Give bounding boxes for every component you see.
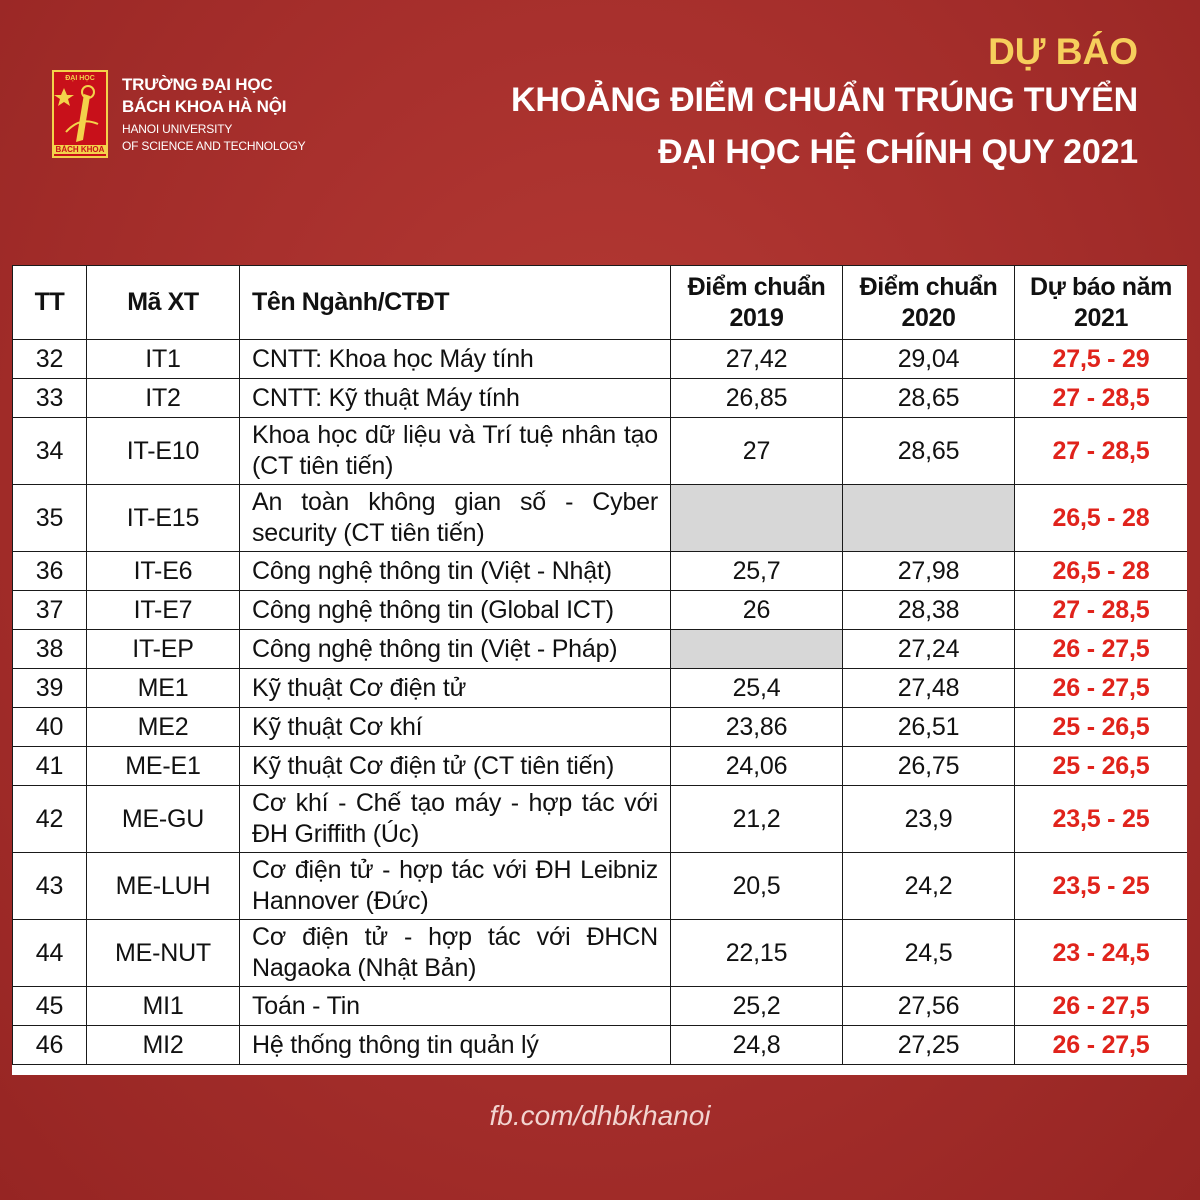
cell-program-name: Kỹ thuật Cơ điện tử — [240, 669, 671, 708]
cell-code: MI1 — [87, 987, 240, 1026]
cell-program-name: Hệ thống thông tin quản lý — [240, 1026, 671, 1065]
cell-score-2020: 28,65 — [843, 379, 1015, 418]
table-row — [13, 920, 1188, 987]
cell-score-2020: 28,38 — [843, 591, 1015, 630]
cell-score-2020: 27,56 — [843, 987, 1015, 1026]
cell-program-name: Cơ điện tử - hợp tác với ĐH Leibniz Hannover (Đức) — [240, 853, 671, 920]
university-name-en-line1: HANOI UNIVERSITY — [122, 122, 233, 136]
cell-score-2019: 23,86 — [671, 708, 843, 747]
table-row — [13, 591, 1188, 630]
cell-program-name: Kỹ thuật Cơ điện tử (CT tiên tiến) — [240, 747, 671, 786]
cell-score-2019: 25,7 — [671, 552, 843, 591]
title-line-1: KHOẢNG ĐIỂM CHUẨN TRÚNG TUYỂN — [511, 81, 1138, 119]
cell-score-2020: 23,9 — [843, 786, 1015, 853]
cell-tt: 32 — [13, 340, 87, 379]
cell-score-2019: 22,15 — [671, 920, 843, 987]
university-emblem-icon — [52, 70, 108, 158]
cell-tt: 39 — [13, 669, 87, 708]
cell-tt: 35 — [13, 485, 87, 552]
cell-forecast-2021: 26 - 27,5 — [1015, 630, 1188, 669]
cell-score-2020: 27,25 — [843, 1026, 1015, 1065]
cell-forecast-2021: 23 - 24,5 — [1015, 920, 1188, 987]
cell-tt: 36 — [13, 552, 87, 591]
cell-score-2020: 26,51 — [843, 708, 1015, 747]
cell-score-2019: 26,85 — [671, 379, 843, 418]
cell-code: IT-E15 — [87, 485, 240, 552]
cell-forecast-2021: 25 - 26,5 — [1015, 708, 1188, 747]
cell-tt: 42 — [13, 786, 87, 853]
cell-code: ME-NUT — [87, 920, 240, 987]
cell-code: IT1 — [87, 340, 240, 379]
cell-score-2020: 27,48 — [843, 669, 1015, 708]
cell-tt: 44 — [13, 920, 87, 987]
table-row — [13, 552, 1188, 591]
cell-forecast-2021: 23,5 - 25 — [1015, 853, 1188, 920]
cell-code: IT2 — [87, 379, 240, 418]
cell-program-name: Kỹ thuật Cơ khí — [240, 708, 671, 747]
table-row — [13, 747, 1188, 786]
header-forecast-2021: Dự báo năm 2021 — [1015, 266, 1188, 340]
cell-score-2019: 20,5 — [671, 853, 843, 920]
cell-forecast-2021: 23,5 - 25 — [1015, 786, 1188, 853]
cell-code: IT-E10 — [87, 418, 240, 485]
cell-score-2019: 27 — [671, 418, 843, 485]
cell-code: ME-GU — [87, 786, 240, 853]
cell-program-name: Công nghệ thông tin (Việt - Nhật) — [240, 552, 671, 591]
cell-code: ME1 — [87, 669, 240, 708]
table-row — [13, 418, 1188, 485]
university-name — [122, 74, 305, 155]
cell-score-2020: 26,75 — [843, 747, 1015, 786]
cell-tt: 37 — [13, 591, 87, 630]
header-tt: TT — [13, 266, 87, 340]
cell-tt: 43 — [13, 853, 87, 920]
cell-forecast-2021: 26 - 27,5 — [1015, 669, 1188, 708]
cell-forecast-2021: 27,5 - 29 — [1015, 340, 1188, 379]
cell-score-2020: 24,2 — [843, 853, 1015, 920]
cell-score-2019: 24,06 — [671, 747, 843, 786]
table-row — [13, 1026, 1188, 1065]
table-row — [13, 987, 1188, 1026]
table-header-row — [13, 266, 1188, 340]
header-program-name: Tên Ngành/CTĐT — [240, 266, 671, 340]
cell-tt: 45 — [13, 987, 87, 1026]
table-row — [13, 853, 1188, 920]
cell-score-2020: 27,98 — [843, 552, 1015, 591]
cell-score-2020: 24,5 — [843, 920, 1015, 987]
cell-code: IT-EP — [87, 630, 240, 669]
cell-score-2019 — [671, 485, 843, 552]
cell-score-2019: 24,8 — [671, 1026, 843, 1065]
university-name-line1: TRƯỜNG ĐẠI HỌC — [122, 75, 273, 94]
cell-forecast-2021: 27 - 28,5 — [1015, 379, 1188, 418]
university-logo — [52, 70, 352, 160]
cell-tt: 46 — [13, 1026, 87, 1065]
cell-score-2019: 25,4 — [671, 669, 843, 708]
cell-score-2019 — [671, 630, 843, 669]
score-table-container — [12, 265, 1187, 1075]
table-row — [13, 630, 1188, 669]
cell-score-2019: 21,2 — [671, 786, 843, 853]
university-name-line2: BÁCH KHOA HÀ NỘI — [122, 97, 287, 116]
cell-program-name: Cơ khí - Chế tạo máy - hợp tác với ĐH Griffith (Úc) — [240, 786, 671, 853]
header-code: Mã XT — [87, 266, 240, 340]
cell-program-name: Công nghệ thông tin (Global ICT) — [240, 591, 671, 630]
cell-code: ME-LUH — [87, 853, 240, 920]
cell-score-2019: 26 — [671, 591, 843, 630]
cell-program-name: CNTT: Kỹ thuật Máy tính — [240, 379, 671, 418]
cell-code: IT-E7 — [87, 591, 240, 630]
cell-forecast-2021: 26,5 - 28 — [1015, 552, 1188, 591]
cell-code: ME2 — [87, 708, 240, 747]
cell-program-name: Toán - Tin — [240, 987, 671, 1026]
facebook-link[interactable]: fb.com/dhbkhanoi — [489, 1100, 711, 1131]
cell-score-2020: 28,65 — [843, 418, 1015, 485]
cell-forecast-2021: 26 - 27,5 — [1015, 987, 1188, 1026]
cell-forecast-2021: 26,5 - 28 — [1015, 485, 1188, 552]
cell-score-2019: 27,42 — [671, 340, 843, 379]
title-line-2: ĐẠI HỌC HỆ CHÍNH QUY 2021 — [658, 133, 1138, 171]
university-name-en-line2: OF SCIENCE AND TECHNOLOGY — [122, 139, 306, 153]
cell-program-name: Khoa học dữ liệu và Trí tuệ nhân tạo (CT tiên tiến) — [240, 418, 671, 485]
cell-forecast-2021: 26 - 27,5 — [1015, 1026, 1188, 1065]
cell-program-name: An toàn không gian số - Cyber security (CT tiên tiến) — [240, 485, 671, 552]
cell-program-name: Cơ điện tử - hợp tác với ĐHCN Nagaoka (Nhật Bản) — [240, 920, 671, 987]
table-row — [13, 786, 1188, 853]
emblem-top-text: ĐẠI HỌC — [65, 75, 95, 82]
cell-forecast-2021: 25 - 26,5 — [1015, 747, 1188, 786]
forecast-label: DỰ BÁO — [988, 31, 1138, 72]
cell-score-2020: 27,24 — [843, 630, 1015, 669]
table-row — [13, 340, 1188, 379]
cell-program-name: Công nghệ thông tin (Việt - Pháp) — [240, 630, 671, 669]
score-table — [12, 265, 1187, 1065]
cell-tt: 40 — [13, 708, 87, 747]
cell-tt: 38 — [13, 630, 87, 669]
table-row — [13, 379, 1188, 418]
header-score-2020: Điểm chuẩn 2020 — [843, 266, 1015, 340]
table-row — [13, 485, 1188, 552]
cell-forecast-2021: 27 - 28,5 — [1015, 591, 1188, 630]
emblem-bottom-text: BÁCH KHOA — [55, 145, 105, 154]
table-row — [13, 669, 1188, 708]
cell-tt: 41 — [13, 747, 87, 786]
cell-tt: 33 — [13, 379, 87, 418]
cell-code: MI2 — [87, 1026, 240, 1065]
header-score-2019: Điểm chuẩn 2019 — [671, 266, 843, 340]
cell-forecast-2021: 27 - 28,5 — [1015, 418, 1188, 485]
cell-score-2020: 29,04 — [843, 340, 1015, 379]
cell-score-2020 — [843, 485, 1015, 552]
cell-program-name: CNTT: Khoa học Máy tính — [240, 340, 671, 379]
table-row — [13, 708, 1188, 747]
page-title — [511, 30, 1138, 178]
table-body — [13, 340, 1188, 1065]
cell-code: IT-E6 — [87, 552, 240, 591]
cell-code: ME-E1 — [87, 747, 240, 786]
cell-score-2019: 25,2 — [671, 987, 843, 1026]
cell-tt: 34 — [13, 418, 87, 485]
